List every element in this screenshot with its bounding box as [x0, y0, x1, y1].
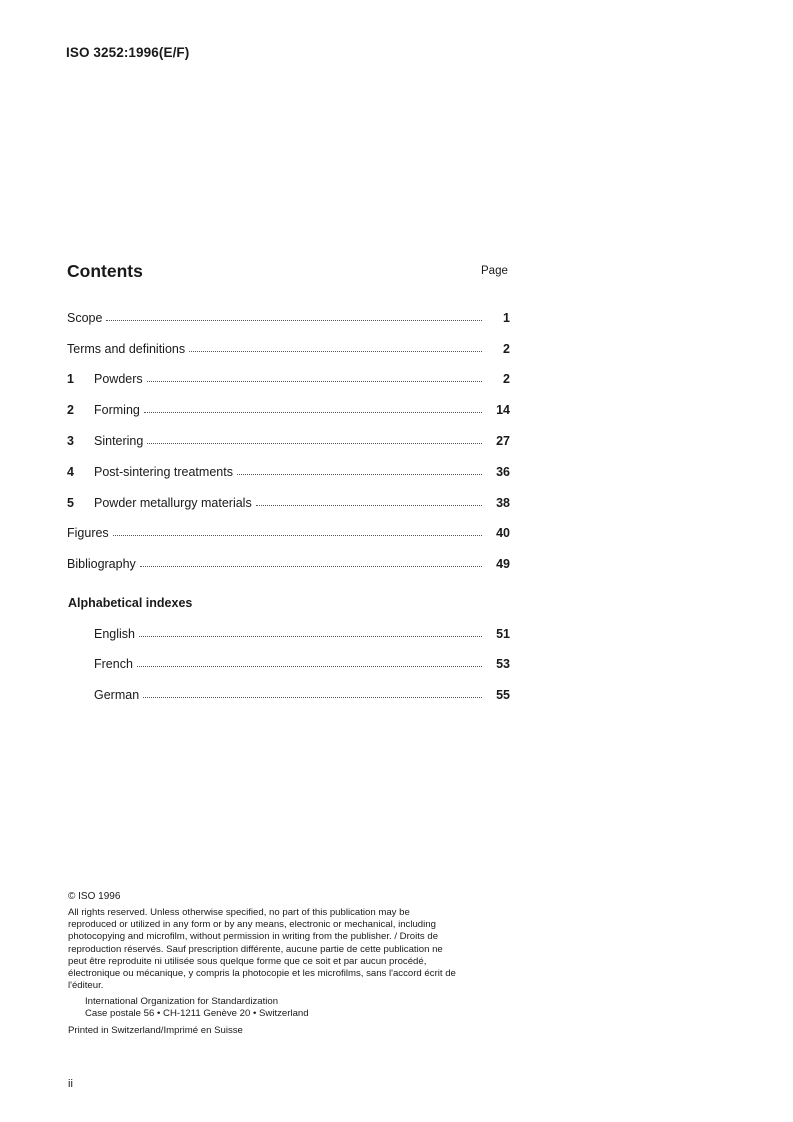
- toc-entry-page: 51: [496, 627, 510, 641]
- toc-entry-bibliography[interactable]: [67, 557, 510, 573]
- toc-entry-title: French: [94, 657, 133, 671]
- toc-entry-number: 1: [67, 372, 74, 386]
- toc-entry-title: Forming: [94, 403, 140, 417]
- toc-entry-page: 36: [496, 465, 510, 479]
- document-id: ISO 3252:1996(E/F): [66, 45, 190, 60]
- page-number: ii: [68, 1078, 73, 1090]
- org-address: Case postale 56 • CH-1211 Genève 20 • Switzerland: [85, 1008, 309, 1020]
- toc-entry-title: Figures: [67, 526, 109, 540]
- toc-entry-title: Scope: [67, 311, 103, 325]
- toc-entry-page: 14: [496, 403, 510, 417]
- toc-entry-materials[interactable]: [67, 496, 510, 512]
- dot-leader: [147, 380, 482, 382]
- toc-entry-title: Sintering: [94, 434, 144, 448]
- dot-leader: [144, 411, 482, 413]
- toc-entry-number: 2: [67, 403, 74, 417]
- rights-line: peut être reproduite ni utilisée sous quelque forme que ce soit et par aucun procédé,: [68, 955, 427, 967]
- printed-in: Printed in Switzerland/Imprimé en Suisse: [68, 1025, 243, 1036]
- toc-entry-title: German: [94, 688, 140, 702]
- toc-entry-page: 1: [503, 311, 510, 325]
- contents-title: Contents: [67, 261, 143, 281]
- dot-leader: [113, 534, 482, 536]
- toc-entry-title: Powder metallurgy materials: [94, 496, 252, 510]
- dot-leader: [237, 473, 482, 475]
- toc-entry-figures[interactable]: [67, 526, 510, 542]
- dot-leader: [140, 565, 482, 567]
- toc-entry-title: Bibliography: [67, 557, 136, 571]
- toc-entry-sintering[interactable]: [67, 434, 510, 450]
- toc-entry-page: 27: [496, 434, 510, 448]
- dot-leader: [189, 350, 482, 352]
- toc-entry-title: English: [94, 627, 135, 641]
- dot-leader: [147, 442, 482, 444]
- toc-entry-title: Powders: [94, 372, 143, 386]
- toc-entry-forming[interactable]: [67, 403, 510, 419]
- dot-leader: [139, 635, 482, 637]
- toc-entry-page: 49: [496, 557, 510, 571]
- toc-entry-number: 5: [67, 496, 74, 510]
- toc-entry-title: Terms and definitions: [67, 342, 186, 356]
- dot-leader: [137, 665, 482, 667]
- rights-line: l'éditeur.: [68, 980, 104, 992]
- rights-line: photocopying and microfilm, without permission in writing from the publisher. / Droits de: [68, 931, 439, 943]
- toc-entry-powders[interactable]: [67, 372, 510, 388]
- page-column-label: Page: [481, 265, 508, 277]
- toc-entry-scope[interactable]: [67, 311, 510, 327]
- dot-leader: [143, 696, 482, 698]
- rights-statement: [68, 907, 510, 992]
- copyright-notice: © ISO 1996: [68, 891, 121, 902]
- dot-leader: [106, 319, 482, 321]
- toc-entry-page: 2: [503, 372, 510, 386]
- toc-entry-number: 3: [67, 434, 74, 448]
- rights-line: reproduction réservés. Sauf prescription différente, aucune partie de cette publication ne: [68, 943, 443, 955]
- toc-entry-page: 55: [496, 688, 510, 702]
- toc-entry-post-sintering[interactable]: [67, 465, 510, 481]
- toc-entry-page: 38: [496, 496, 510, 510]
- organization-address: [85, 996, 309, 1020]
- toc-entry-page: 2: [503, 342, 510, 356]
- rights-line: reproduced or utilized in any form or by any means, electronic or mechanical, including: [68, 919, 436, 931]
- toc-index-english[interactable]: [94, 627, 510, 643]
- toc-entry-page: 53: [496, 657, 510, 671]
- dot-leader: [256, 504, 482, 506]
- toc-index-french[interactable]: [94, 657, 510, 673]
- toc-entry-number: 4: [67, 465, 74, 479]
- org-name: International Organization for Standardization: [85, 996, 279, 1007]
- rights-line: All rights reserved. Unless otherwise specified, no part of this publication may be: [68, 907, 410, 918]
- toc-entry-terms[interactable]: [67, 342, 510, 358]
- rights-line: électronique ou mécanique, y compris la photocopie et les microfilms, sans l'accord écrit de: [68, 968, 456, 980]
- toc-entry-title: Post-sintering treatments: [94, 465, 233, 479]
- toc-index-german[interactable]: [94, 688, 510, 704]
- indexes-heading: Alphabetical indexes: [68, 596, 193, 610]
- toc-entry-page: 40: [496, 526, 510, 540]
